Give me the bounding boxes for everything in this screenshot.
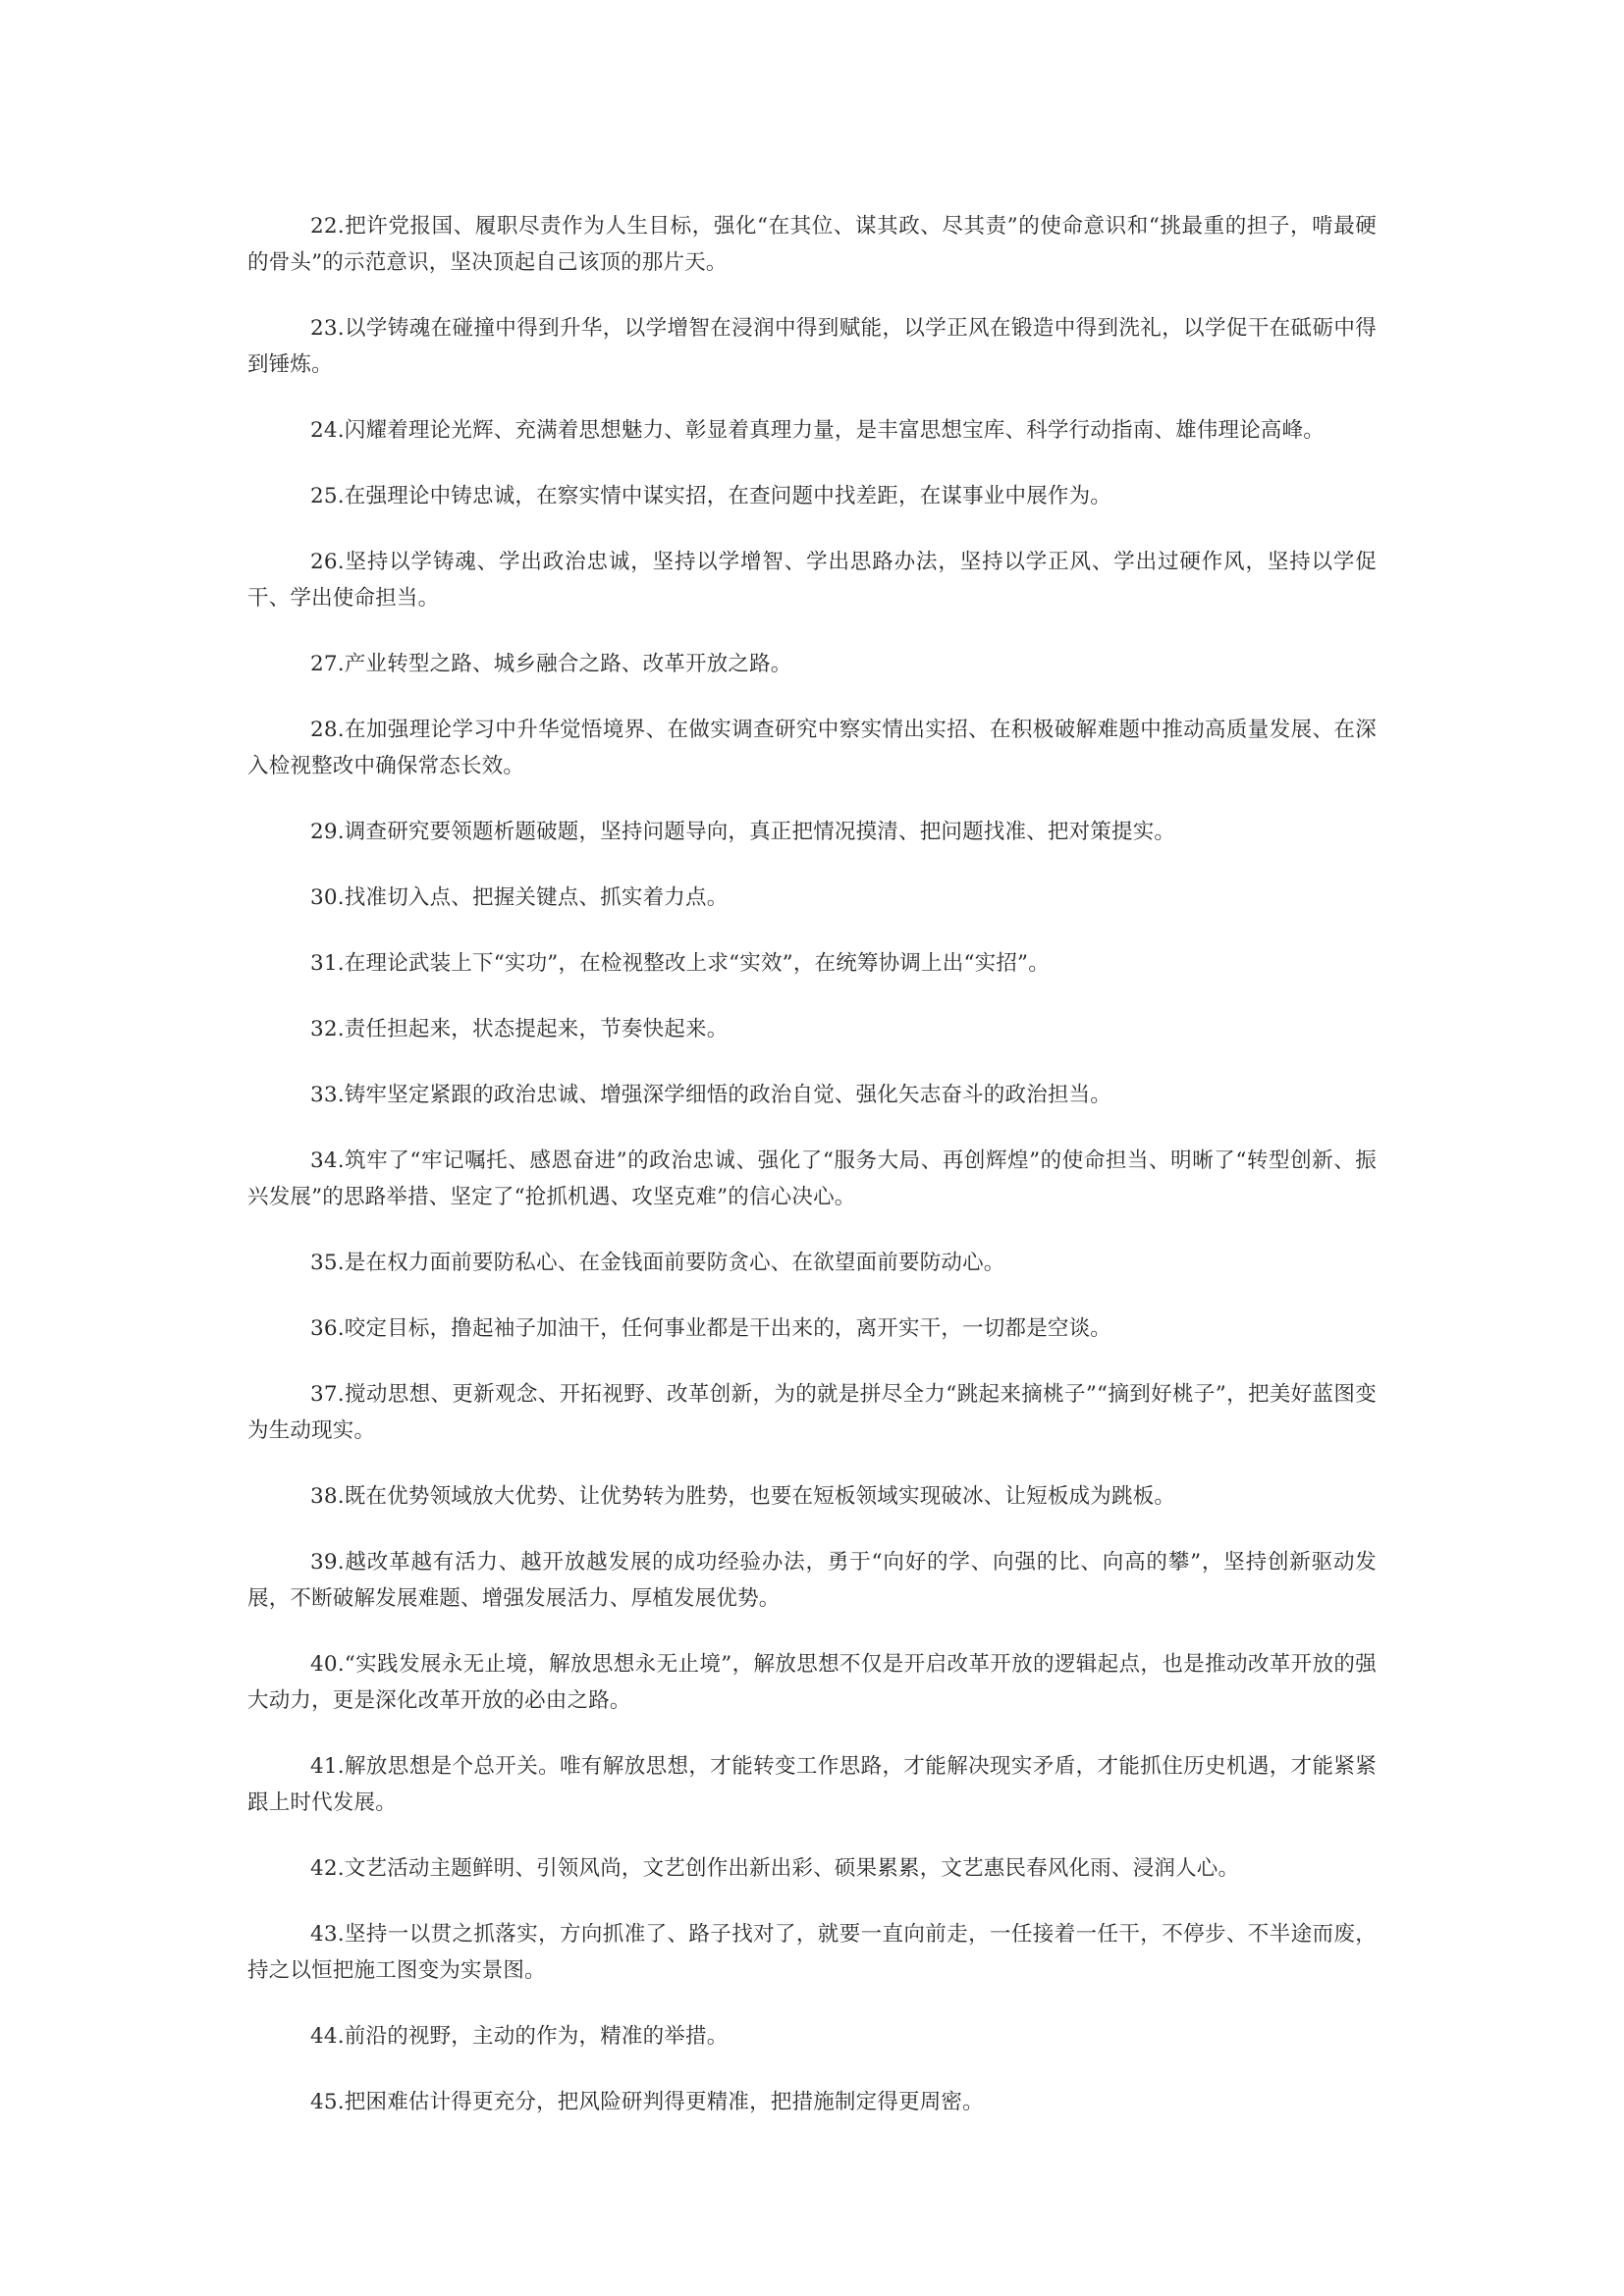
document-body (247, 208, 1377, 2150)
paragraph-22: 22.把许党报国、履职尽责作为人生目标，强化“在其位、谋其政、尽其责”的使命意识和“挑最重的担子，啃最硬的骨头”的示范意识，坚决顶起自己该顶的那片天。 (247, 214, 1377, 275)
paragraph-41: 41.解放思想是个总开关。唯有解放思想，才能转变工作思路，才能解决现实矛盾，才能抓住历史机遇，才能紧紧跟上时代发展。 (247, 1754, 1377, 1815)
paragraph-38: 38.既在优势领域放大优势、让优势转为胜势，也要在短板领域实现破冰、让短板成为跳板。 (310, 1484, 1176, 1509)
paragraph-25: 25.在强理论中铸忠诚，在察实情中谋实招，在查问题中找差距，在谋事业中展作为。 (310, 484, 1111, 508)
paragraph-36: 36.咬定目标，撸起袖子加油干，任何事业都是干出来的，离开实干，一切都是空谈。 (310, 1316, 1111, 1341)
paragraph-24: 24.闪耀着理论光辉、充满着思想魅力、彰显着真理力量，是丰富思想宝库、科学行动指南、雄伟理论高峰。 (310, 418, 1325, 443)
paragraph-37: 37.搅动思想、更新观念、开拓视野、改革创新，为的就是拼尽全力“跳起来摘桃子”“摘到好桃子”，把美好蓝图变为生动现实。 (247, 1382, 1377, 1443)
paragraph-33: 33.铸牢坚定紧跟的政治忠诚、增强深学细悟的政治自觉、强化矢志奋斗的政治担当。 (310, 1083, 1111, 1107)
paragraph-26: 26.坚持以学铸魂、学出政治忠诚，坚持以学增智、学出思路办法，坚持以学正风、学出过硬作风，坚持以学促干、学出使命担当。 (247, 550, 1377, 611)
paragraph-32: 32.责任担起来，状态提起来，节奏快起来。 (310, 1017, 729, 1041)
paragraph-31: 31.在理论武装上下“实功”，在检视整改上求“实效”，在统筹协调上出“实招”。 (310, 951, 1050, 976)
paragraph-39: 39.越改革越有活力、越开放越发展的成功经验办法，勇于“向好的学、向强的比、向高的攀”，坚持创新驱动发展，不断破解发展难题、增强发展活力、厚植发展优势。 (247, 1550, 1377, 1611)
paragraph-30: 30.找准切入点、把握关键点、抓实着力点。 (310, 885, 729, 910)
paragraph-44: 44.前沿的视野，主动的作为，精准的举措。 (310, 2024, 729, 2049)
paragraph-23: 23.以学铸魂在碰撞中得到升华，以学增智在浸润中得到赋能，以学正风在锻造中得到洗礼，以学促干在砥砺中得到锤炼。 (247, 316, 1377, 377)
paragraph-29: 29.调查研究要领题析题破题，坚持问题导向，真正把情况摸清、把问题找准、把对策提实。 (310, 820, 1176, 844)
paragraph-28: 28.在加强理论学习中升华觉悟境界、在做实调查研究中察实情出实招、在积极破解难题中推动高质量发展、在深入检视整改中确保常态长效。 (247, 718, 1377, 778)
paragraph-45: 45.把困难估计得更充分，把风险研判得更精准，把措施制定得更周密。 (310, 2090, 984, 2114)
paragraph-27: 27.产业转型之路、城乡融合之路、改革开放之路。 (310, 652, 792, 676)
paragraph-40: 40.“实践发展永无止境，解放思想永无止境”，解放思想不仅是开启改革开放的逻辑起点，也是推动改革开放的强大动力，更是深化改革开放的必由之路。 (247, 1652, 1377, 1713)
paragraph-34: 34.筑牢了“牢记嘱托、感恩奋进”的政治忠诚、强化了“服务大局、再创辉煌”的使命担当、明晰了“转型创新、振兴发展”的思路举措、坚定了“抢抓机遇、攻坚克难”的信心决心。 (247, 1148, 1377, 1209)
paragraph-42: 42.文艺活动主题鲜明、引领风尚，文艺创作出新出彩、硕果累累，文艺惠民春风化雨、浸润人心。 (310, 1856, 1240, 1881)
paragraph-35: 35.是在权力面前要防私心、在金钱面前要防贪心、在欲望面前要防动心。 (310, 1251, 1005, 1275)
paragraph-43: 43.坚持一以贯之抓落实，方向抓准了、路子找对了，就要一直向前走，一任接着一任干，不停步、不半途而废，持之以恒把施工图变为实景图。 (247, 1922, 1377, 1983)
